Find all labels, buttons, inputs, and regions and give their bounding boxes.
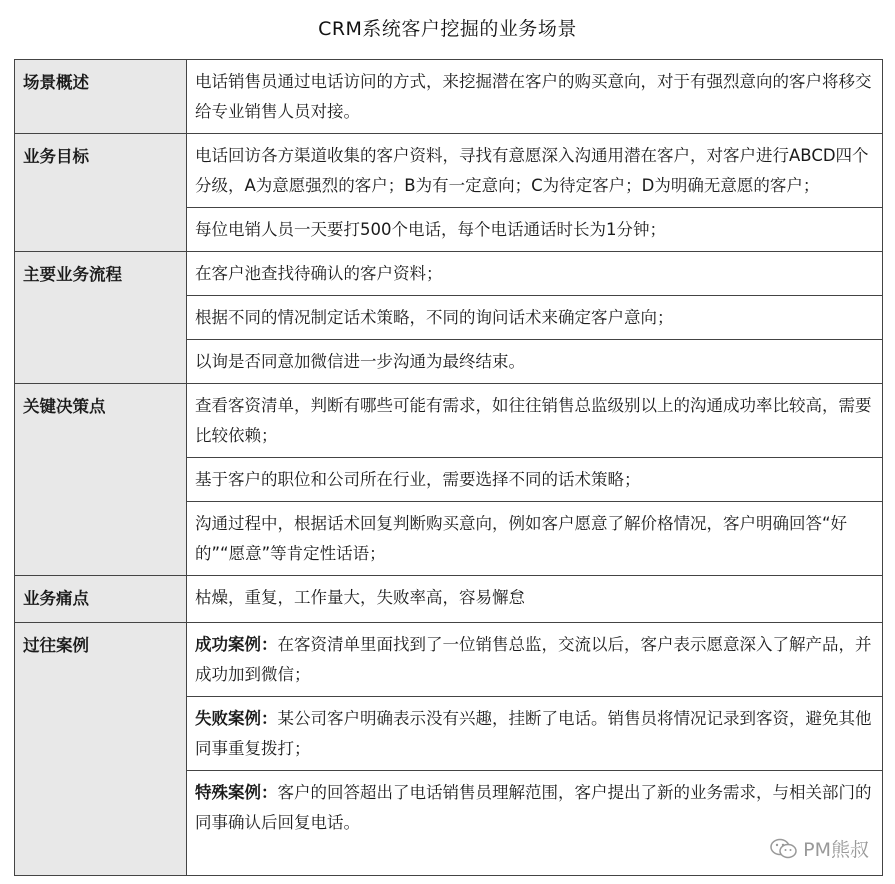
cell-flow-2: 根据不同的情况制定话术策略，不同的询问话术来确定客户意向；: [187, 296, 883, 340]
row-label-flow: 主要业务流程: [15, 252, 187, 384]
case-special-text: 客户的回答超出了电话销售员理解范围，客户提出了新的业务需求，与相关部门的同事确认后回复电话。: [195, 783, 872, 832]
table-row-goals: [15, 134, 883, 208]
table-row-decisions: [15, 384, 883, 458]
cell-overview-1: 电话销售员通过电话访问的方式，来挖掘潜在客户的购买意向，对于有强烈意向的客户将移交给专业销售人员对接。: [187, 60, 883, 134]
row-label-overview: 场景概述: [15, 60, 187, 134]
watermark: [765, 835, 873, 862]
watermark-text: PM熊叔: [803, 839, 869, 861]
cell-goals-2: 每位电销人员一天要打500个电话，每个电话通话时长为1分钟；: [187, 208, 883, 252]
wechat-icon: [769, 837, 799, 861]
row-label-cases: 过往案例: [15, 623, 187, 876]
case-failure-label: 失败案例：: [195, 709, 278, 728]
table-row-cases: [15, 623, 883, 697]
page-title: CRM系统客户挖掘的业务场景: [318, 18, 577, 40]
cell-decisions-3: 沟通过程中，根据话术回复判断购买意向，例如客户愿意了解价格情况，客户明确回答“好的”“愿意”等肯定性话语；: [187, 502, 883, 576]
cell-flow-1: 在客户池查找待确认的客户资料；: [187, 252, 883, 296]
cell-goals-1: 电话回访各方渠道收集的客户资料，寻找有意愿深入沟通用潜在客户，对客户进行ABCD四个分级，A为意愿强烈的客户；B为有一定意向；C为待定客户；D为明确无意愿的客户；: [187, 134, 883, 208]
case-failure-text: 某公司客户明确表示没有兴趣，挂断了电话。销售员将情况记录到客资，避免其他同事重复拨打；: [195, 709, 872, 758]
table-row-overview: [15, 60, 883, 134]
case-special-label: 特殊案例：: [195, 783, 278, 802]
row-label-decisions: 关键决策点: [15, 384, 187, 576]
cell-flow-3: 以询是否同意加微信进一步沟通为最终结束。: [187, 340, 883, 384]
case-success-label: 成功案例：: [195, 635, 278, 654]
cell-pain-1: 枯燥，重复，工作量大，失败率高，容易懈怠: [187, 576, 883, 623]
cell-decisions-1: 查看客资清单，判断有哪些可能有需求，如往往销售总监级别以上的沟通成功率比较高，需要比较依赖；: [187, 384, 883, 458]
row-label-goals: 业务目标: [15, 134, 187, 252]
table-row-pain: [15, 576, 883, 623]
case-success-text: 在客资清单里面找到了一位销售总监，交流以后，客户表示愿意深入了解产品，并成功加到微信；: [195, 635, 872, 684]
cell-case-success: [187, 623, 883, 697]
cell-decisions-2: 基于客户的职位和公司所在行业，需要选择不同的话术策略；: [187, 458, 883, 502]
table-row-flow: [15, 252, 883, 296]
cell-case-failure: [187, 697, 883, 771]
scenario-table: [14, 59, 883, 876]
row-label-pain: 业务痛点: [15, 576, 187, 623]
